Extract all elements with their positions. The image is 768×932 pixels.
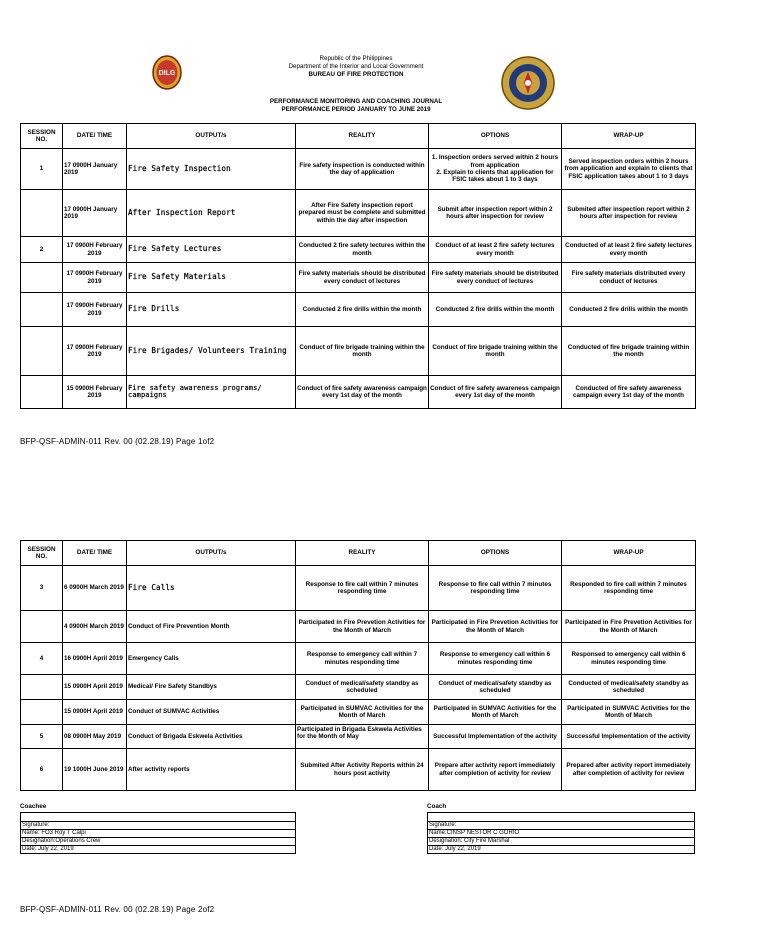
- reality-cell: Response to emergency call within 7 minutes responding time: [296, 643, 429, 675]
- wrap-up-cell: Conducted of medical/safety standby as scheduled: [562, 675, 696, 700]
- output-cell: [127, 566, 296, 611]
- journal-table-page-1: [20, 123, 696, 409]
- coachee-name: Name: FO3 Roy T Calpi: [21, 830, 296, 838]
- date-cell: 17 0900H February 2019: [63, 263, 127, 293]
- col-options: OPTIONS: [429, 124, 562, 149]
- wrap-up-cell: Responded to fire call within 7 minutes responding time: [562, 566, 696, 611]
- output-cell: [127, 190, 296, 237]
- reality-cell: Participated in Fire Prevetion Activities for the Month of March: [296, 611, 429, 643]
- session-cell: 6: [21, 749, 63, 791]
- col-output: OUTPUT/s: [127, 124, 296, 149]
- reality-cell: Fire safety materials should be distributed every conduct of lectures: [296, 263, 429, 293]
- table-row: [21, 190, 696, 237]
- page-1-footer: BFP-QSF-ADMIN-011 Rev. 00 (02.28.19) Page 1of2: [20, 437, 215, 446]
- page-2-footer: BFP-QSF-ADMIN-011 Rev. 00 (02.28.19) Page 2of2: [20, 905, 215, 914]
- wrap-up-cell: Served inspection orders within 2 hours from application and explain to clients that FSIC application takes about 1 to 3 days: [562, 149, 696, 190]
- output-text: After Inspection Report: [128, 207, 236, 217]
- table-row: [21, 643, 696, 675]
- table-row: [21, 293, 696, 327]
- wrap-up-cell: Conducted of fire safety awareness campaign every 1st day of the month: [562, 376, 696, 409]
- session-cell: [21, 263, 63, 293]
- reality-cell: Conduct of fire safety awareness campaign every 1st day of the month: [296, 376, 429, 409]
- options-cell: Fire safety materials should be distributed every conduct of lectures: [429, 263, 562, 293]
- output-text: Emergency Calls: [128, 654, 179, 662]
- col-reality: REALITY: [296, 541, 429, 566]
- header-line-3: BUREAU OF FIRE PROTECTION: [308, 71, 404, 78]
- options-cell: Conduct of fire brigade training within the month: [429, 327, 562, 376]
- reality-cell: After Fire Safety inspection report prepared must be complete and submitted within the day after inspection: [296, 190, 429, 237]
- coachee-signature-block: [20, 812, 296, 854]
- session-cell: [21, 611, 63, 643]
- output-text: Conduct of Brigada Eskwela Activities: [128, 732, 243, 740]
- coach-date: Date: July 22, 2019: [428, 846, 695, 854]
- wrap-up-cell: Participated in SUMVAC Activities for the Month of March: [562, 700, 696, 725]
- output-text: Fire safety awareness programs/ campaigns: [128, 383, 262, 399]
- options-cell: Conducted 2 fire drills within the month: [429, 293, 562, 327]
- header-line-2: Department of the Interior and Local Government: [288, 63, 424, 70]
- session-cell: 4: [21, 643, 63, 675]
- coach-label: Coach: [427, 803, 447, 810]
- output-text: Medical/ Fire Safety Standbys: [128, 683, 217, 691]
- date-cell: 15 0900H April 2019: [63, 700, 127, 725]
- header-line-1: Republic of the Philippines: [319, 55, 393, 62]
- journal-table-page-2: [20, 540, 696, 791]
- reality-cell: Fire safety inspection is conducted within the day of application: [296, 149, 429, 190]
- options-cell: 1. Inspection orders served within 2 hours from application 2. Explain to clients that application for FSIC takes about 1 to 3 days: [429, 149, 562, 190]
- date-cell: 17 0900H February 2019: [63, 293, 127, 327]
- col-output: OUTPUT/s: [127, 541, 296, 566]
- session-cell: [21, 293, 63, 327]
- options-cell: Response to fire call within 7 minutes responding time: [429, 566, 562, 611]
- session-cell: [21, 675, 63, 700]
- col-options: OPTIONS: [429, 541, 562, 566]
- wrap-up-cell: Conducted of at least 2 fire safety lectures every month: [562, 237, 696, 263]
- session-cell: 5: [21, 725, 63, 749]
- coachee-date: Date: July 22, 2019: [21, 846, 296, 854]
- table-row: [21, 327, 696, 376]
- output-cell: [127, 376, 296, 409]
- output-cell: [127, 327, 296, 376]
- output-text: Conduct of Fire Prevention Month: [128, 622, 230, 630]
- session-cell: [21, 190, 63, 237]
- output-cell: [127, 725, 296, 749]
- output-cell: [127, 149, 296, 190]
- output-text: Fire Safety Inspection: [128, 163, 231, 173]
- date-cell: 15 0900H April 2019: [63, 675, 127, 700]
- coach-signature: Signature:: [428, 822, 695, 830]
- wrap-up-cell: Prepared after activity report immediately after completion of activity for review: [562, 749, 696, 791]
- title-line-1: PERFORMANCE MONITORING AND COACHING JOURNAL: [269, 98, 443, 105]
- wrap-up-cell: Participated in Fire Prevetion Activities for the Month of March: [562, 611, 696, 643]
- session-cell: [21, 700, 63, 725]
- options-cell: Conduct of at least 2 fire safety lectures every month: [429, 237, 562, 263]
- title-line-2: PERFORMANCE PERIOD JANUARY TO JUNE 2019: [281, 106, 431, 113]
- bfp-seal: [500, 54, 556, 117]
- output-text: Conduct of SUMVAC Activities: [128, 708, 220, 716]
- coach-designation: Designation: City Fire Marshal: [428, 838, 695, 846]
- wrap-up-cell: Responsed to emergency call within 6 minutes responding time: [562, 643, 696, 675]
- col-session: SESSION NO.: [21, 541, 63, 566]
- reality-cell: Response to fire call within 7 minutes responding time: [296, 566, 429, 611]
- output-cell: [127, 237, 296, 263]
- table-row: [21, 237, 696, 263]
- session-cell: [21, 327, 63, 376]
- coachee-signature: Signature:: [21, 822, 296, 830]
- output-text: Fire Calls: [128, 582, 175, 592]
- col-wrap-up: WRAP-UP: [562, 541, 696, 566]
- wrap-up-cell: Successful Implementation of the activity: [562, 725, 696, 749]
- reality-cell: Conducted 2 fire drills within the month: [296, 293, 429, 327]
- date-cell: 4 0900H March 2019: [63, 611, 127, 643]
- coachee-signature-space: [21, 813, 296, 822]
- date-cell: 17 0900H January 2019: [63, 190, 127, 237]
- options-cell: Conduct of medical/safety standby as scheduled: [429, 675, 562, 700]
- date-cell: 17 0900H February 2019: [63, 327, 127, 376]
- reality-cell: Submited After Activity Reports within 24 hours post activity: [296, 749, 429, 791]
- date-cell: 16 0900H April 2019: [63, 643, 127, 675]
- options-cell: Response to emergency call within 6 minutes responding time: [429, 643, 562, 675]
- output-cell: [127, 749, 296, 791]
- date-cell: 17 0900H February 2019: [63, 237, 127, 263]
- session-cell: 1: [21, 149, 63, 190]
- coach-name: Name:CINSP NESTOR C GORIO: [428, 830, 695, 838]
- table-row: [21, 149, 696, 190]
- reality-cell: Conduct of medical/safety standby as scheduled: [296, 675, 429, 700]
- table-row: [21, 376, 696, 409]
- options-cell: Prepare after activity report immediately after completion of activity for review: [429, 749, 562, 791]
- output-text: Fire Safety Lectures: [128, 244, 222, 254]
- journal-title: [230, 98, 482, 114]
- table-row: [21, 263, 696, 293]
- reality-cell: Participated in Brigada Eskwela Activities for the Month of May: [296, 725, 429, 749]
- col-date: DATE/ TIME: [63, 124, 127, 149]
- date-cell: 15 0900H February 2019: [63, 376, 127, 409]
- coachee-label: Coachee: [20, 803, 47, 810]
- options-cell: Submit after inspection report within 2 hours after inspection for review: [429, 190, 562, 237]
- options-cell: Participated in SUMVAC Activities for the Month of March: [429, 700, 562, 725]
- dilg-logo: [152, 55, 182, 95]
- output-text: Fire Safety Materials: [128, 272, 227, 282]
- table-row: [21, 675, 696, 700]
- table-row: [21, 749, 696, 791]
- wrap-up-cell: Submited after inspection report within 2 hours after inspection for review: [562, 190, 696, 237]
- date-cell: 17 0900H January 2019: [63, 149, 127, 190]
- col-wrap-up: WRAP-UP: [562, 124, 696, 149]
- table-header-row: [21, 541, 696, 566]
- output-cell: [127, 675, 296, 700]
- reality-cell: Conducted 2 fire safety lectures within the month: [296, 237, 429, 263]
- wrap-up-cell: Fire safety materials distributed every conduct of lectures: [562, 263, 696, 293]
- session-cell: [21, 376, 63, 409]
- coach-signature-space: [428, 813, 695, 822]
- output-cell: [127, 263, 296, 293]
- output-cell: [127, 643, 296, 675]
- dilg-logo-text: DILG: [158, 70, 176, 77]
- table-row: [21, 611, 696, 643]
- reality-cell: Participated in SUMVAC Activities for the Month of March: [296, 700, 429, 725]
- output-cell: [127, 293, 296, 327]
- col-session: SESSION NO.: [21, 124, 63, 149]
- col-reality: REALITY: [296, 124, 429, 149]
- reality-cell: Conduct of fire brigade training within the month: [296, 327, 429, 376]
- col-date: DATE/ TIME: [63, 541, 127, 566]
- session-cell: 3: [21, 566, 63, 611]
- table-row: [21, 725, 696, 749]
- wrap-up-cell: Conducted 2 fire drills within the month: [562, 293, 696, 327]
- options-cell: Successful Implementation of the activity: [429, 725, 562, 749]
- output-cell: [127, 611, 296, 643]
- date-cell: 19 1000H June 2019: [63, 749, 127, 791]
- options-cell: Participated in Fire Prevetion Activities for the Month of March: [429, 611, 562, 643]
- table-row: [21, 566, 696, 611]
- output-cell: [127, 700, 296, 725]
- session-cell: 2: [21, 237, 63, 263]
- date-cell: 08 0900H May 2019: [63, 725, 127, 749]
- output-text: Fire Drills: [128, 304, 180, 314]
- table-row: [21, 700, 696, 725]
- options-cell: Conduct of fire safety awareness campaign every 1st day of the month: [429, 376, 562, 409]
- table-header-row: [21, 124, 696, 149]
- date-cell: 6 0900H March 2019: [63, 566, 127, 611]
- output-text: After activity reports: [128, 765, 190, 773]
- coachee-designation: Designation:Operations Crew: [21, 838, 296, 846]
- output-text: Fire Brigades/ Volunteers Training: [128, 345, 287, 355]
- coach-signature-block: [427, 812, 695, 854]
- wrap-up-cell: Conducted of fire brigade training within the month: [562, 327, 696, 376]
- agency-header: [230, 55, 482, 79]
